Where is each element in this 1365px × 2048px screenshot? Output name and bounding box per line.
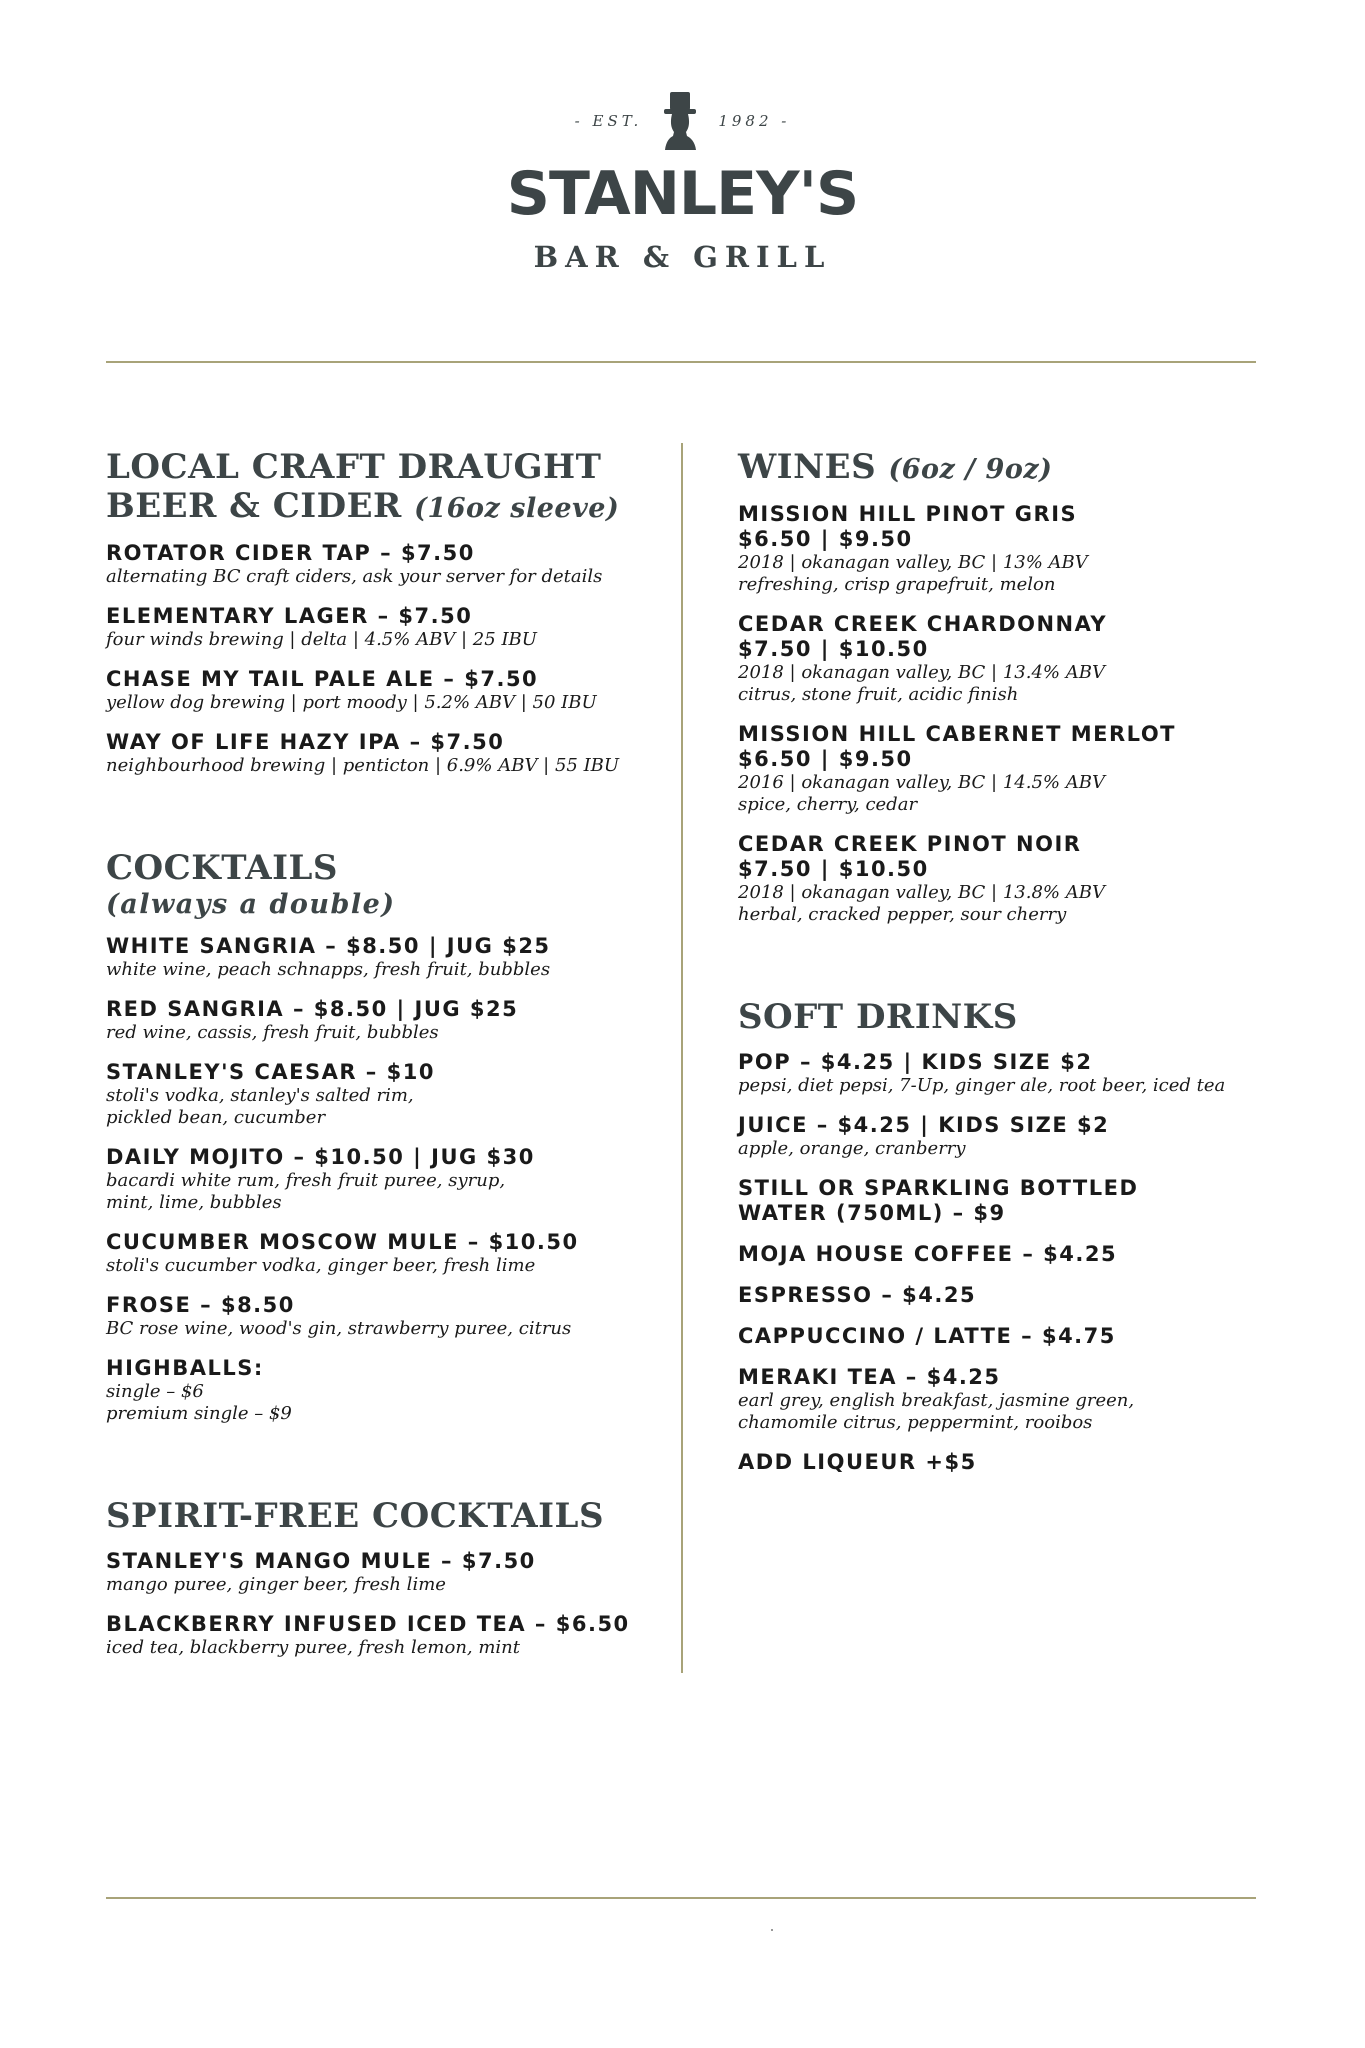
item-name: MISSION HILL PINOT GRIS (738, 502, 1078, 526)
item-description: yellow dog brewing | port moody | 5.2% ABV | 50 IBU (106, 692, 597, 713)
item-description: BC rose wine, wood's gin, strawberry puree, citrus (106, 1318, 572, 1339)
established-line (0, 92, 1365, 150)
item-description: iced tea, blackberry puree, fresh lemon, mint (106, 1637, 521, 1658)
item-description: red wine, cassis, fresh fruit, bubbles (106, 1022, 439, 1043)
item-description: 2018 | okanagan valley, BC | 13.4% ABV (738, 662, 1105, 683)
menu-item (106, 1230, 666, 1277)
top-hat-silhouette-icon (660, 92, 700, 150)
section-title: SPIRIT-FREE COCKTAILS (106, 1496, 605, 1536)
menu-item (106, 667, 666, 714)
item-description: mint, lime, bubbles (106, 1192, 282, 1213)
item-description: single – $6 (106, 1381, 204, 1402)
item-name: CEDAR CREEK CHARDONNAY (738, 612, 1108, 636)
column-divider (681, 443, 683, 1673)
menu-item (738, 1113, 1298, 1160)
item-description: herbal, cracked pepper, sour cherry (738, 904, 1067, 925)
soft-drink-list (738, 1050, 1298, 1475)
section-spirit-free (106, 1497, 666, 1659)
item-description: citrus, stone fruit, acidic finish (738, 684, 1019, 705)
menu-item (738, 832, 1298, 926)
section-note: (6oz / 9oz) (888, 454, 1053, 485)
spacer (738, 942, 1298, 998)
menu-item (738, 1365, 1298, 1434)
menu-item (738, 1450, 1298, 1475)
menu-item (106, 997, 666, 1044)
item-name: STILL OR SPARKLING BOTTLED (738, 1176, 1139, 1200)
wine-list (738, 502, 1298, 926)
item-name: CEDAR CREEK PINOT NOIR (738, 832, 1082, 856)
menu-item (738, 1242, 1298, 1267)
item-description: 2018 | okanagan valley, BC | 13.8% ABV (738, 882, 1105, 903)
menu-item (106, 1060, 666, 1129)
item-name: MISSION HILL CABERNET MERLOT (738, 722, 1176, 746)
item-name: ADD LIQUEUR +$5 (738, 1450, 977, 1474)
right-column (738, 448, 1298, 1491)
item-name: WATER (750ML) – $9 (738, 1201, 1006, 1225)
section-craft-beer (106, 448, 666, 777)
item-description: pickled bean, cucumber (106, 1107, 326, 1128)
section-title: SOFT DRINKS (738, 997, 1018, 1037)
logo (0, 92, 1365, 274)
top-divider (106, 361, 1256, 363)
section-wines (738, 448, 1298, 926)
item-name: CAPPUCCINO / LATTE – $4.75 (738, 1324, 1116, 1348)
section-title: LOCAL CRAFT DRAUGHT BEER & CIDER (16oz sleeve) (106, 447, 620, 526)
item-description: premium single – $9 (106, 1403, 292, 1424)
item-description: apple, orange, cranberry (738, 1138, 966, 1159)
item-description: earl grey, english breakfast, jasmine green, (738, 1390, 1135, 1411)
item-description: alternating BC craft ciders, ask your server for details (106, 566, 603, 587)
spirit-free-list (106, 1549, 666, 1659)
item-name: WHITE SANGRIA – $8.50 | JUG $25 (106, 934, 551, 958)
brand-name: STANLEY'S (506, 159, 859, 229)
menu-item (738, 1283, 1298, 1308)
menu-item (738, 722, 1298, 816)
item-name: CHASE MY TAIL PALE ALE – $7.50 (106, 667, 539, 691)
est-year: 1982 - (718, 112, 791, 130)
item-description: 2018 | okanagan valley, BC | 13% ABV (738, 552, 1088, 573)
item-name: $6.50 | $9.50 (738, 747, 913, 771)
section-cocktails (106, 849, 666, 1425)
menu-item (106, 541, 666, 588)
item-name: JUICE – $4.25 | KIDS SIZE $2 (738, 1113, 1110, 1137)
est-label: - EST. (574, 112, 643, 130)
spacer (106, 793, 666, 849)
item-description: refreshing, crisp grapefruit, melon (738, 574, 1056, 595)
item-name: HIGHBALLS: (106, 1356, 264, 1380)
item-description: stoli's cucumber vodka, ginger beer, fresh lime (106, 1255, 536, 1276)
item-name: MERAKI TEA – $4.25 (738, 1365, 1001, 1389)
cocktail-list (106, 934, 666, 1425)
item-name: ELEMENTARY LAGER – $7.50 (106, 604, 473, 628)
spacer (106, 1441, 666, 1497)
item-description: spice, cherry, cedar (738, 794, 918, 815)
item-description: four winds brewing | delta | 4.5% ABV | 25 IBU (106, 629, 537, 650)
item-description: neighbourhood brewing | penticton | 6.9% ABV | 55 IBU (106, 755, 620, 776)
item-description: bacardi white rum, fresh fruit puree, syrup, (106, 1170, 506, 1191)
item-description: stoli's vodka, stanley's salted rim, (106, 1085, 414, 1106)
menu-item (738, 1324, 1298, 1349)
footer-dot (771, 1929, 773, 1931)
item-name: WAY OF LIFE HAZY IPA – $7.50 (106, 730, 505, 754)
item-name: DAILY MOJITO – $10.50 | JUG $30 (106, 1145, 535, 1169)
section-note: (always a double) (106, 889, 396, 920)
section-title: COCKTAILS (always a double) (106, 849, 666, 921)
item-description: 2016 | okanagan valley, BC | 14.5% ABV (738, 772, 1105, 793)
item-description: white wine, peach schnapps, fresh fruit, bubbles (106, 959, 551, 980)
menu-item (106, 604, 666, 651)
item-name: MOJA HOUSE COFFEE – $4.25 (738, 1242, 1118, 1266)
item-name: $7.50 | $10.50 (738, 637, 929, 661)
item-description: pepsi, diet pepsi, 7-Up, ginger ale, root beer, iced tea (738, 1075, 1226, 1096)
menu-item (738, 1050, 1298, 1097)
menu-item (106, 730, 666, 777)
menu-item (738, 1176, 1298, 1226)
item-name: RED SANGRIA – $8.50 | JUG $25 (106, 997, 519, 1021)
menu-item (106, 1145, 666, 1214)
menu-item (106, 934, 666, 981)
menu-item (106, 1612, 666, 1659)
item-name: STANLEY'S MANGO MULE – $7.50 (106, 1549, 536, 1573)
bottom-divider (106, 1897, 1256, 1899)
menu-item (106, 1549, 666, 1596)
beer-list (106, 541, 666, 777)
item-name: POP – $4.25 | KIDS SIZE $2 (738, 1050, 1093, 1074)
menu-item (738, 612, 1298, 706)
item-description: chamomile citrus, peppermint, rooibos (738, 1412, 1093, 1433)
item-name: STANLEY'S CAESAR – $10 (106, 1060, 435, 1084)
menu-item (738, 502, 1298, 596)
brand-subtitle: BAR & GRILL (533, 240, 832, 274)
item-name: ESPRESSO – $4.25 (738, 1283, 977, 1307)
item-name: $7.50 | $10.50 (738, 857, 929, 881)
section-note: (16oz sleeve) (414, 493, 620, 524)
item-name: FROSE – $8.50 (106, 1293, 295, 1317)
section-soft-drinks (738, 998, 1298, 1475)
menu-item (106, 1356, 666, 1425)
item-name: ROTATOR CIDER TAP – $7.50 (106, 541, 475, 565)
item-description: mango puree, ginger beer, fresh lime (106, 1574, 446, 1595)
section-title: WINES (6oz / 9oz) (738, 447, 1053, 487)
menu-item (106, 1293, 666, 1340)
item-name: CUCUMBER MOSCOW MULE – $10.50 (106, 1230, 579, 1254)
item-name: BLACKBERRY INFUSED ICED TEA – $6.50 (106, 1612, 630, 1636)
item-name: $6.50 | $9.50 (738, 527, 913, 551)
left-column (106, 448, 666, 1675)
